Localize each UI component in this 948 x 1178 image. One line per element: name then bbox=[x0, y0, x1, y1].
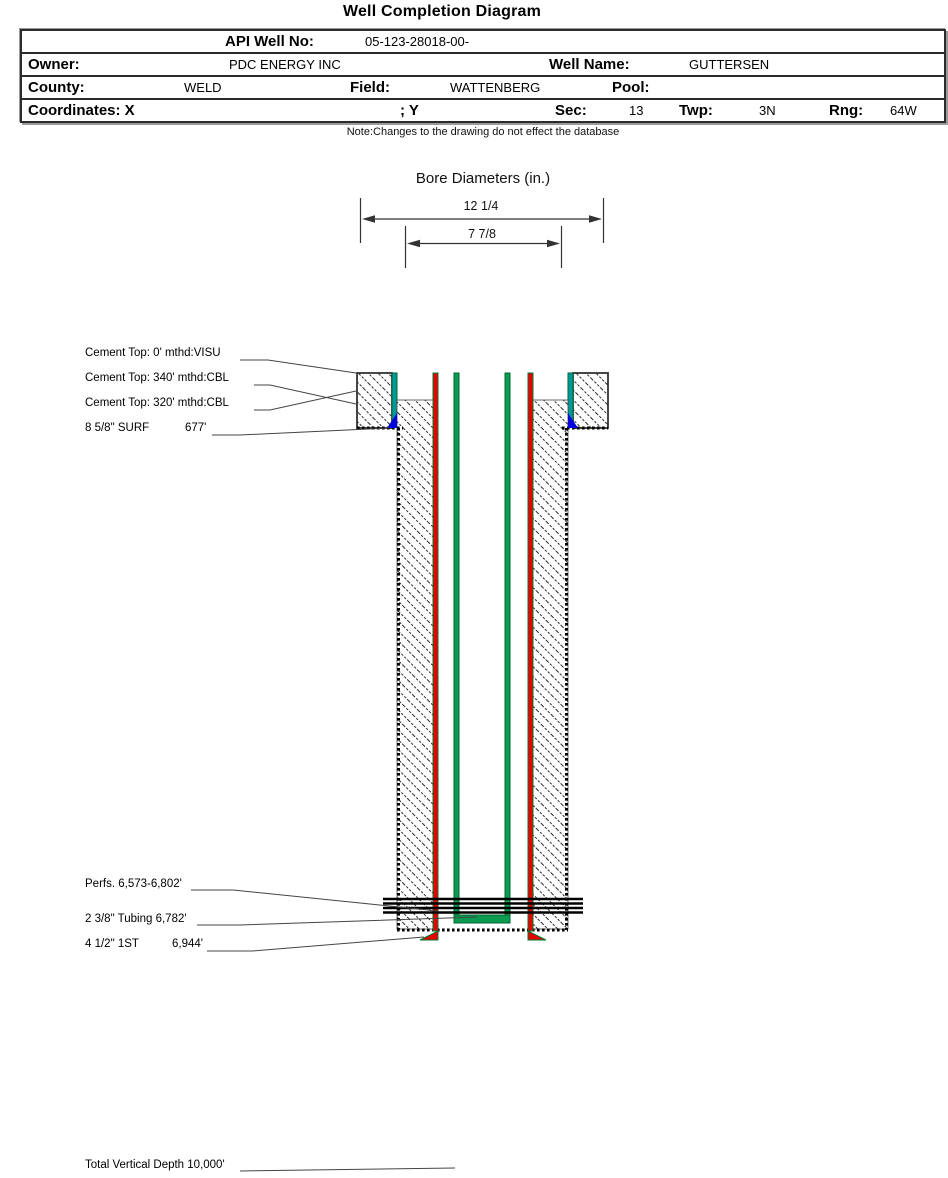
surface-cement-left-block bbox=[357, 373, 392, 428]
header-row-api bbox=[22, 31, 944, 52]
leader-cement-top-1 bbox=[240, 360, 356, 373]
county-label: County: bbox=[28, 79, 85, 96]
database-note: Note:Changes to the drawing do not effect the database bbox=[346, 126, 620, 138]
leader-production-casing bbox=[207, 937, 424, 951]
well-schematic bbox=[0, 190, 948, 1178]
tubing-left bbox=[454, 373, 459, 917]
api-label: API Well No: bbox=[225, 33, 314, 50]
perforations-label: Perfs. 6,573-6,802' bbox=[85, 878, 182, 890]
production-cement-left-column bbox=[397, 400, 433, 929]
api-value: 05-123-28018-00- bbox=[365, 31, 535, 53]
total-depth-label: Total Vertical Depth 10,000' bbox=[85, 1159, 225, 1171]
well-name-value: GUTTERSEN bbox=[689, 57, 770, 72]
production-casing-right bbox=[528, 373, 533, 931]
header-row-coordinates bbox=[22, 98, 944, 121]
tubing-bottom bbox=[454, 915, 510, 923]
header-row-county bbox=[22, 75, 944, 98]
coordinates-label: Coordinates: X bbox=[28, 102, 135, 119]
cement-top-1-label: Cement Top: 0' mthd:VISU bbox=[85, 347, 221, 359]
rng-label: Rng: bbox=[829, 102, 864, 119]
production-shoe-left-icon bbox=[420, 931, 438, 940]
well-header-table bbox=[20, 29, 946, 123]
twp-label: Twp: bbox=[679, 102, 713, 119]
rng-value: 64W bbox=[890, 103, 917, 118]
sec-label: Sec: bbox=[555, 102, 587, 119]
owner-value: PDC ENERGY INC bbox=[229, 57, 341, 72]
field-label: Field: bbox=[350, 79, 390, 96]
twp-value: 3N bbox=[759, 103, 776, 118]
production-casing-label: 4 1/2" 1ST bbox=[85, 938, 139, 950]
pool-label: Pool: bbox=[612, 79, 650, 96]
inner-dim-left-arrow bbox=[407, 240, 420, 248]
cement-top-3-label: Cement Top: 320' mthd:CBL bbox=[85, 397, 229, 409]
coordinates-y-label: ; Y bbox=[400, 102, 419, 119]
borehole-dotted-borders bbox=[357, 428, 608, 930]
field-value: WATTENBERG bbox=[450, 80, 541, 95]
header-row-owner bbox=[22, 52, 944, 75]
well-name-label: Well Name: bbox=[549, 56, 630, 73]
inner-diameter-value: 7 7/8 bbox=[468, 227, 496, 241]
production-cement-right-column bbox=[533, 400, 568, 929]
production-shoe-right-icon bbox=[528, 931, 546, 940]
owner-label: Owner: bbox=[28, 56, 80, 73]
tubing-label: 2 3/8" Tubing 6,782' bbox=[85, 913, 187, 925]
sec-value: 13 bbox=[629, 103, 644, 118]
surface-cement-right-block bbox=[573, 373, 608, 428]
outer-diameter-value: 12 1/4 bbox=[463, 199, 499, 213]
county-value: WELD bbox=[184, 80, 222, 95]
tubing-right bbox=[505, 373, 510, 917]
page-title: Well Completion Diagram bbox=[342, 3, 542, 20]
cement-top-2-label: Cement Top: 340' mthd:CBL bbox=[85, 372, 229, 384]
production-casing-depth-label: 6,944' bbox=[172, 938, 203, 950]
outer-dim-right-arrow bbox=[589, 215, 602, 223]
surface-casing-depth-label: 677' bbox=[185, 422, 207, 434]
leader-total-depth bbox=[240, 1168, 455, 1171]
production-casing-left bbox=[433, 373, 438, 931]
bore-diameters-title: Bore Diameters (in.) bbox=[415, 170, 551, 187]
inner-dim-right-arrow bbox=[547, 240, 560, 248]
surface-casing-label: 8 5/8" SURF bbox=[85, 422, 150, 434]
outer-dim-left-arrow bbox=[362, 215, 375, 223]
leader-surface-casing bbox=[212, 428, 389, 435]
